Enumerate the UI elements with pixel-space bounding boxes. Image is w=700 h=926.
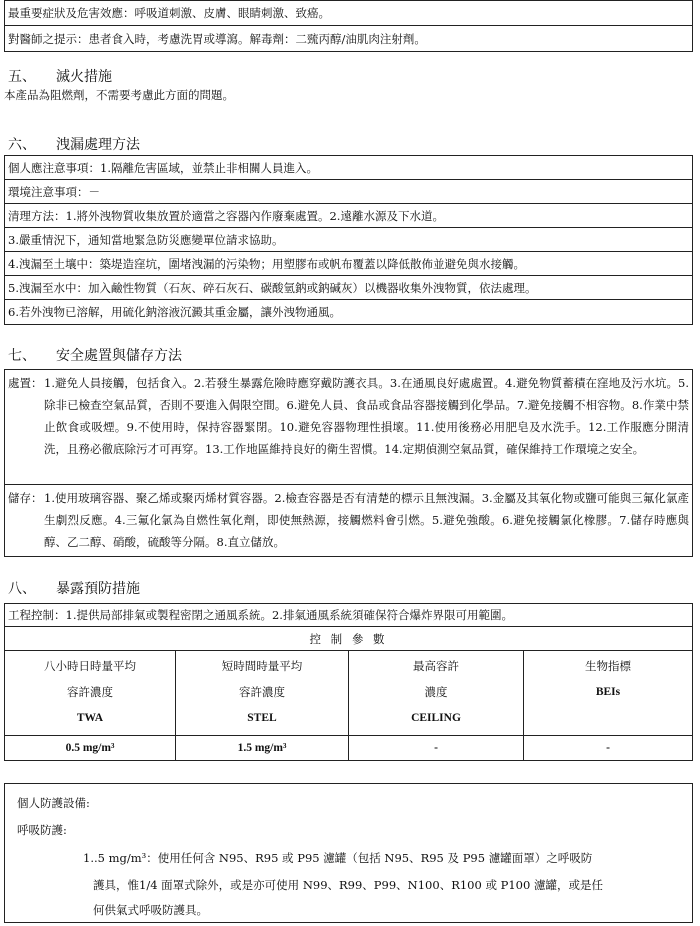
control-params-header-row	[5, 651, 692, 736]
ppe-title: 個人防護設備:	[17, 796, 90, 810]
control-params-grid	[5, 651, 692, 760]
section5-heading	[8, 66, 112, 86]
spill-row	[5, 300, 692, 324]
storage-label: 儲存：	[8, 491, 43, 505]
spill-row	[5, 204, 692, 228]
section7-number: 七、	[8, 348, 36, 364]
twa-header-cell	[5, 651, 176, 736]
control-params-value-row	[5, 736, 692, 761]
personal-precautions-text: 個人應注意事項：1.隔離危害區域，並禁止非相關人員進入。	[8, 161, 318, 175]
stel-abbr: STEL	[247, 712, 277, 724]
spill-row	[5, 252, 692, 276]
handling-label: 處置：	[8, 376, 43, 390]
bei-header-line1: 生物指標	[585, 659, 631, 673]
exposure-control-table	[4, 603, 693, 761]
handling-text: 1.避免人員接觸，包括食入。2.若發生暴露危險時應穿戴防護衣具。3.在通風良好處處置。4.避免物質蓄積在窪地及污水坑。5.除非已檢查空氣品質，否則不要進入侷限空間。6.避免人員、食品或食品容器接觸到化學品。7.避免接觸不相容物。8.作業中禁止飲食或吸煙。9.不使用時，保持容器緊閉。10.避免容器物理性損壞。11.使用後務必用肥皂及水洗手。12.工作服應分開清洗，且務必徹底除污才可再穿。13.工作地區維持良好的衛生習慣。14.定期偵測空氣品質，確保維持工作環境之安全。	[44, 376, 689, 456]
bei-header-line2: BEIs	[595, 686, 621, 698]
physician-row	[5, 26, 692, 51]
spill-table	[4, 155, 693, 325]
storage-row	[5, 485, 692, 556]
twa-abbr: TWA	[76, 712, 104, 724]
bei-value: -	[524, 736, 693, 761]
cleanup-step-6: 6.若外洩物已溶解，用硫化鈉溶液沉澱其重金屬，讓外洩物通風。	[8, 305, 341, 319]
stel-header-cell	[176, 651, 349, 736]
ceiling-header-cell	[349, 651, 524, 736]
physician-note-text: 對醫師之提示：患者食入時，考慮洗胃或導瀉。解毒劑：二巰丙醇/油肌肉注射劑。	[8, 32, 426, 46]
stel-header-line2: 容許濃度	[239, 685, 285, 699]
storage-text: 1.使用玻璃容器、聚乙烯或聚丙烯材質容器。2.檢查容器是否有清楚的標示且無洩漏。3.金屬及其氧化物或鹽可能與三氟化氯產生劇烈反應。4.三氟化氯為自燃性氧化劑，即使無熱源，接觸燃料會引燃。5.避免強酸。6.避免接觸氯化橡膠。7.儲存時應與醇、乙二醇、硝酸，硫酸等分隔。8.直立儲放。	[44, 491, 689, 549]
respiratory-protection-line3: 何供氣式呼吸防護具。	[93, 903, 208, 917]
section7-heading	[8, 345, 182, 365]
section5-number: 五、	[8, 69, 36, 85]
section5-body: 本產品為阻燃劑，不需要考慮此方面的問題。	[4, 88, 234, 102]
section8-title: 暴露預防措施	[56, 581, 140, 597]
spill-row	[5, 228, 692, 252]
respiratory-protection-label: 呼吸防護:	[17, 823, 67, 837]
section8-number: 八、	[8, 581, 36, 597]
respiratory-protection-line1: 1..5 mg/m³：使用任何含 N95、R95 或 P95 濾罐（包括 N95、R95 及 P95 濾罐面罩）之呼吸防	[83, 851, 593, 865]
respiratory-protection-line2: 護具，惟1/4 面罩式除外，或是亦可使用 N99、R99、P99、N100、R100 或 P100 濾罐，或是任	[93, 878, 603, 892]
spill-row	[5, 180, 692, 204]
cleanup-step-4: 4.洩漏至土壤中：築堤造窪坑，圍堵洩漏的污染物；用塑膠布或帆布覆蓋以降低散佈並避免與水接觸。	[8, 257, 525, 271]
ceiling-header-line2: 濃度	[424, 685, 448, 699]
handling-row	[5, 370, 692, 485]
stel-header-line1: 短時間時量平均	[221, 659, 303, 673]
spill-row	[5, 156, 692, 180]
section5-title: 滅火措施	[56, 69, 112, 85]
section6-title: 洩漏處理方法	[56, 137, 140, 153]
control-params-title: 控 制 參 數	[309, 632, 388, 646]
twa-value: 0.5 mg/m³	[5, 736, 176, 761]
engineering-control-row	[5, 604, 692, 627]
spill-row	[5, 276, 692, 300]
twa-header-line1: 八小時日時量平均	[44, 659, 136, 673]
bei-header-cell	[524, 651, 693, 736]
cleanup-step-3: 3.嚴重情況下，通知當地緊急防災應變單位請求協助。	[8, 233, 284, 247]
section7-title: 安全處置與儲存方法	[56, 348, 182, 364]
cleanup-step-5: 5.洩漏至水中：加入鹼性物質（石灰、碎石灰石、碳酸氫鈉或鈉碱灰）以機器收集外洩物質，依法處理。	[8, 281, 537, 295]
engineering-control-text: 工程控制：1.提供局部排氣或製程密閉之通風系統。2.排氣通風系統須確保符合爆炸界限可用範圍。	[8, 608, 513, 622]
top-info-box	[4, 0, 693, 52]
ceiling-header-line1: 最高容許	[413, 659, 459, 673]
symptoms-row	[5, 1, 692, 26]
ppe-box	[4, 783, 693, 923]
control-params-title-row	[5, 627, 692, 651]
section6-heading	[8, 134, 140, 154]
stel-value: 1.5 mg/m³	[176, 736, 349, 761]
ceiling-abbr: CEILING	[411, 712, 461, 724]
section8-heading	[8, 578, 140, 598]
section6-number: 六、	[8, 137, 36, 153]
twa-header-line2: 容許濃度	[67, 685, 113, 699]
environmental-precautions-text: 環境注意事項：－	[8, 185, 100, 199]
symptoms-text: 最重要症狀及危害效應：呼吸道刺激、皮膚、眼睛刺激、致癌。	[8, 6, 330, 20]
handling-storage-table	[4, 369, 693, 557]
ceiling-value: -	[349, 736, 524, 761]
cleanup-method-text: 清理方法：1.將外洩物質收集放置於適當之容器內作廢棄處置。2.遠離水源及下水道。	[8, 209, 444, 223]
